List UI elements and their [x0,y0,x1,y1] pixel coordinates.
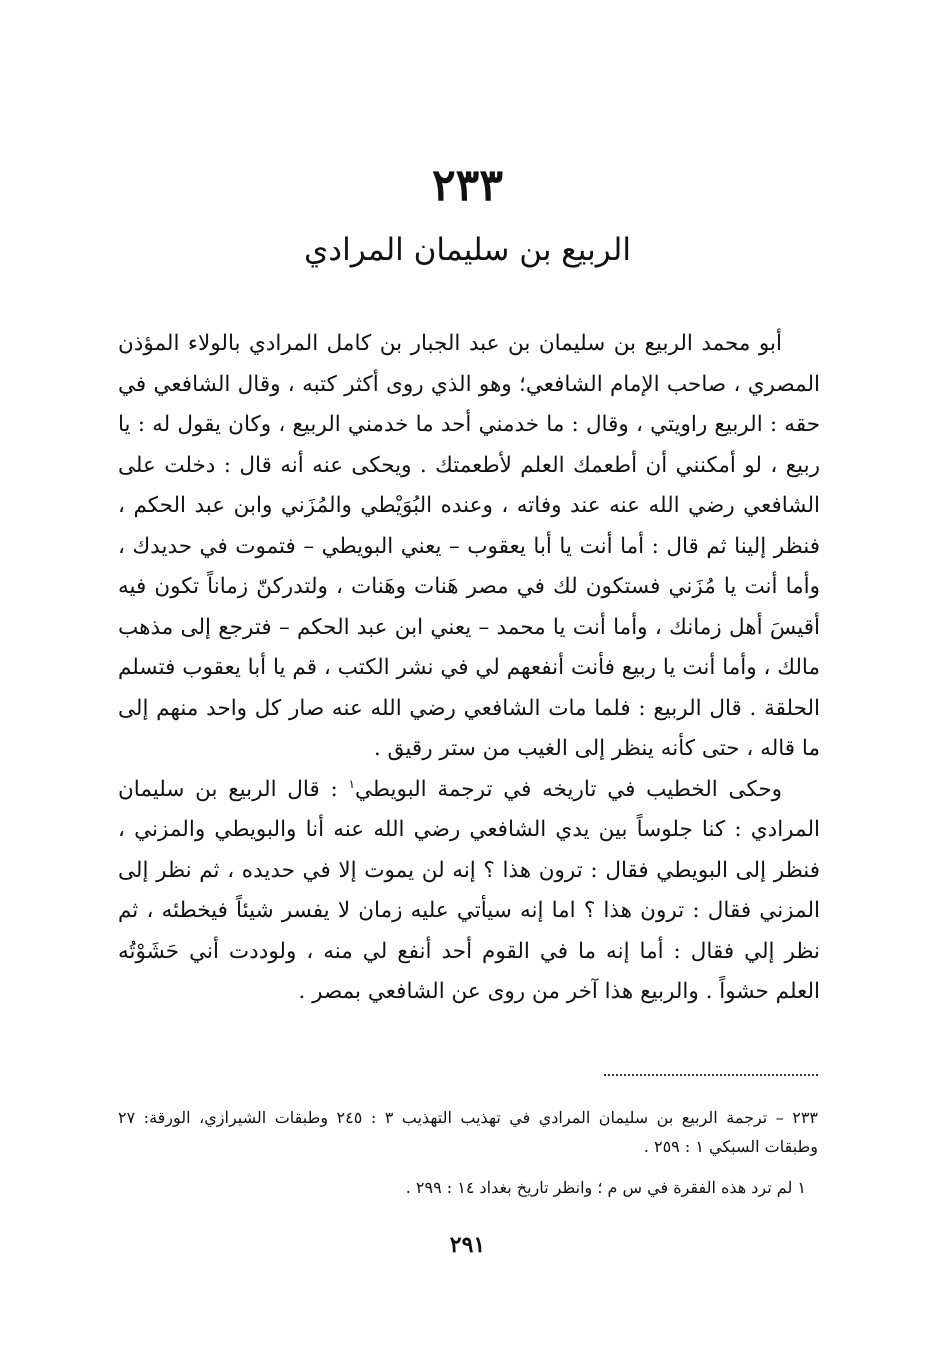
entry-number: ٢٣٣ [432,160,503,211]
paragraph-2-text-end: : قال الربيع بن سليمان المرادي : كنا جلوساً بين يدي الشافعي رضي الله عنه أنا والبويطي والمزني ، فنظر إلى البويطي فقال : ترون هذا ؟ إنه لن يموت إلا في حديده ، ثم نظر إلى المزني فقال : ترون هذا ؟ اما إنه سيأتي عليه زمان لا يفسر شيئاً فيخطئه ، ثم نظر إلي فقال : أما إنه ما في القوم أحد أنفع لي منه ، ولوددت أني حَشَوْتُه العلم حشواً . والربيع هذا آخر من روى عن الشافعي بمصر . [118,776,820,1004]
footnote-divider [604,1074,818,1076]
paragraph-2 [118,770,820,1013]
entry-title: الربيع بن سليمان المرادي [304,232,631,268]
paragraph-2-text-start: وحكى الخطيب في تاريخه في ترجمة البويطي [354,776,782,802]
main-text [118,324,820,1013]
footnote-1: ٢٣٣ – ترجمة الربيع بن سليمان المرادي في تهذيب التهذيب ٣ : ٢٤٥ وطبقات الشيرازي، الورقة: ٢٧ وطبقات السبكي ١ : ٢٥٩ . [118,1108,819,1156]
footnote-reference: ١ [348,776,355,791]
paragraph-1: أبو محمد الربيع بن سليمان بن عبد الجبار بن كامل المرادي بالولاء المؤذن المصري ، صاحب الإمام الشافعي؛ وهو الذي روى أكثر كتبه ، وقال الشافعي في حقه : الربيع راويتي ، وقال : ما خدمني أحد ما خدمني الربيع ، وكان يقول له : يا ربيع ، لو أمكنني أن أطعمك العلم لأطعمتك . ويحكى عنه أنه قال : دخلت على الشافعي رضي الله عنه عند وفاته ، وعنده البُوَيْطي والمُزَني وابن عبد الحكم ، فنظر إلينا ثم قال : أما أنت يا أبا يعقوب – يعني البويطي – فتموت في حديدك ، وأما أنت يا مُزَني فستكون لك في مصر هَنات وهَنات ، ولتدركنّ زماناً تكون فيه أقيسَ أهل زمانك ، وأما أنت يا محمد – يعني ابن عبد الحكم – فترجع إلى مذهب مالك ، وأما أنت يا ربيع فأنت أنفعهم لي في نشر الكتب ، قم يا أبا يعقوب فتسلم الحلقة . قال الربيع : فلما مات الشافعي رضي الله عنه صار كل واحد منهم إلى ما قاله ، حتى كأنه ينظر إلى الغيب من ستر رقيق . [118,331,820,761]
page-number: ٢٩١ [449,1232,486,1258]
footnotes [118,1103,818,1202]
footnote-2: ١ لم ترد هذه الفقرة في س م ؛ وانظر تاريخ بغداد ١٤ : ٢٩٩ . [405,1178,806,1197]
